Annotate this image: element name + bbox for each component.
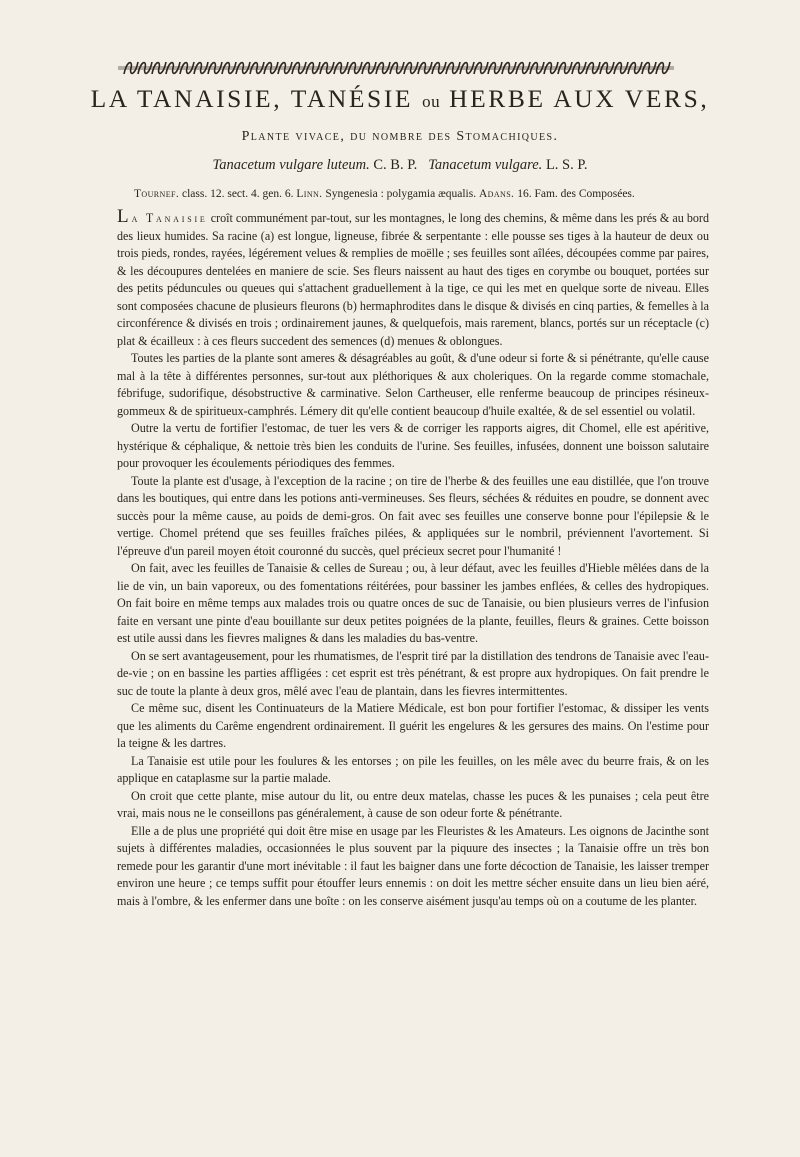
latin-names bbox=[0, 157, 800, 174]
ornamental-header-band bbox=[118, 58, 674, 78]
paragraph: Toute la plante est d'usage, à l'exception de la racine ; on tire de l'herbe & des feuilles une eau distillée, que l'on trouve dans les boutiques, qui entre dans les potions anti-vermineuses. Ses fleurs, séchées & réduites en poudre, se donnent avec succès pour la même cause, au poids de demi-gros. On fait avec ses feuilles une conserve bonne pour l'épilepsie & le vertige. Chomel prétend que ses feuilles fraîches pilées, & appliquées sur le nombril, préviennent l'avortement. Si l'épreuve d'un pareil moyen étoit couronné du succès, quel précieux secret pour l'humanité ! bbox=[117, 473, 709, 558]
author-linnaeus: Linn. bbox=[296, 188, 323, 200]
latin-name-1: Tanacetum vulgare luteum. bbox=[212, 157, 370, 173]
latin-authority-2: L. S. P. bbox=[545, 157, 588, 173]
page-title bbox=[0, 84, 800, 114]
paragraph-text: croît communément par-tout, sur les montagnes, le long des chemins, & même dans les prés & au bord des lieux humides. Sa racine (a) est longue, ligneuse, fibrée & serpentante : elle pousse ses tiges à la hauteur de deux ou trois pieds, rondes, rayées, légérement velues & remplies de moëlle ; ses feuilles sont aîlées, découpées comme par paires, & les découpures dentelées en maniere de scie. Ses fleurs naissent au haut des tiges en corymbe ou bouquet, portées sur des petits péduncules ou queues qui s'attachent graduellement à la tige, ce qui les met en quelque sorte de niveau. Elles sont composées chacune de plusieurs fleurons (b) hermaphrodites dans le disque & divisés en cinq parties, & femelles à la circonférence & divisés en trois ; ordinairement jaunes, & quelquefois, mais rarement, blancs, portés sur un réceptacle (c) plat & écailleux : à ces fleurs succedent des semences (d) menues & oblongues. bbox=[117, 211, 709, 348]
title-main: LA TANAISIE, TANÉSIE bbox=[90, 84, 414, 113]
paragraph: On fait, avec les feuilles de Tanaisie & celles de Sureau ; ou, à leur défaut, avec les feuilles d'Hieble mêlées dans de la lie de vin, un bain vaporeux, ou des fomentations réitérées, pour bassiner les jambes enflées, & celles des hydropiques. On fait boire en même temps aux malades trois ou quatre onces de suc de Tanaisie, ou bien plusieurs verres de l'infusion faite en versant une pinte d'eau bouillante sur deux petites poignées de la plante, feuilles, fleurs & graines. Cette boisson est utile aussi dans les fievres malignes & dans les maladies du bas-ventre. bbox=[117, 561, 709, 645]
paragraph: La Tanaisie est utile pour les foulures & les entorses ; on pile les feuilles, on les mêle avec du beurre frais, & on les applique en cataplasme sur la partie malade. bbox=[117, 753, 709, 785]
title-alt-name: HERBE AUX VERS, bbox=[449, 84, 710, 113]
author-tournefort: Tournef. bbox=[134, 188, 180, 200]
classification-line bbox=[134, 188, 635, 200]
author-adanson: Adans. bbox=[478, 188, 515, 200]
latin-name-2: Tanacetum vulgare. bbox=[428, 157, 543, 173]
plant-description: Plante vivace, du nombre des Stomachiques. bbox=[241, 129, 559, 144]
paragraph: On se sert avantageusement, pour les rhumatismes, de l'esprit tiré par la distillation des tendrons de Tanaisie avec l'eau-de-vie ; on en bassine les parties affligées : cet esprit est très pénétrant, & est propre aux hydropiques. On fait prendre le suc de toute la plante à deux gros, mêlé avec l'eau de plantain, dans les fievres intermittentes. bbox=[117, 648, 709, 698]
drop-cap: L bbox=[117, 206, 132, 227]
title-connector: ou bbox=[422, 92, 441, 111]
paragraph: Toutes les parties de la plante sont ameres & désagréables au goût, & d'une odeur si forte & si pénétrante, qu'elle cause mal à la tête à différentes personnes, sur-tout aux pléthoriques & aux choleriques. On la regarde comme stomachale, fébrifuge, sudorifique, désobstructive & carminative. Selon Cartheuser, elle renferme beaucoup de principes résineux-gommeux & de spiritueux-camphrés. Lémery dit qu'elle contient beaucoup d'huile exaltée, & de sel essentiel ou volatil. bbox=[117, 351, 709, 418]
paragraph: On croit que cette plante, mise autour du lit, ou entre deux matelas, chasse les puces & les punaises ; cela peut être vrai, mais nous ne le conseillons pas généralement, à cause de son odeur forte & pénétrante. bbox=[117, 788, 709, 820]
paragraph: Ce même suc, disent les Continuateurs de la Matiere Médicale, est bon pour fortifier l'estomac, & dissiper les vents que les aliments du Carême engendrent ordinairement. Il guérit les engelures & les gersures des mains. On l'estime pour la teigne & les dartres. bbox=[117, 701, 709, 750]
paragraph: Elle a de plus une propriété qui doit être mise en usage par les Fleuristes & les Amateurs. Les oignons de Jacinthe sont sujets à différentes maladies, occasionnées le plus souvent par la piquure des insectes ; la Tanaisie offre un très bon remede pour les garantir d'une mort inévitable : il faut les baigner dans une forte décoction de Tanaisie, les laisser tremper environ une heure ; ce temps suffit pour étouffer leurs ennemis : on doit les mettre sécher ensuite dans un lieu bien aéré, mais à l'ombre, & les enfermer dans une boîte : on les conserve aisément jusqu'au temps où on a coutume de les planter. bbox=[117, 823, 709, 908]
article-body bbox=[117, 206, 709, 910]
classification-linnaeus: Syngenesia : polygamia æqualis. bbox=[325, 188, 477, 200]
classification-tournefort: class. 12. sect. 4. gen. 6. bbox=[181, 188, 294, 200]
lead-words: a Tanaisie bbox=[131, 211, 208, 225]
classification-adanson: 16. Fam. des Composées. bbox=[517, 188, 635, 200]
latin-authority-1: C. B. P. bbox=[373, 157, 418, 173]
paragraph: Outre la vertu de fortifier l'estomac, de tuer les vers & de corriger les rapports aigres, dit Chomel, elle est apéritive, hystérique & céphalique, & nettoie très bien les conduits de l'urine. Ses feuilles, infusées, donnent une boisson salutaire pour provoquer les écoulements périodiques des femmes. bbox=[117, 421, 709, 470]
paragraph bbox=[117, 206, 709, 350]
